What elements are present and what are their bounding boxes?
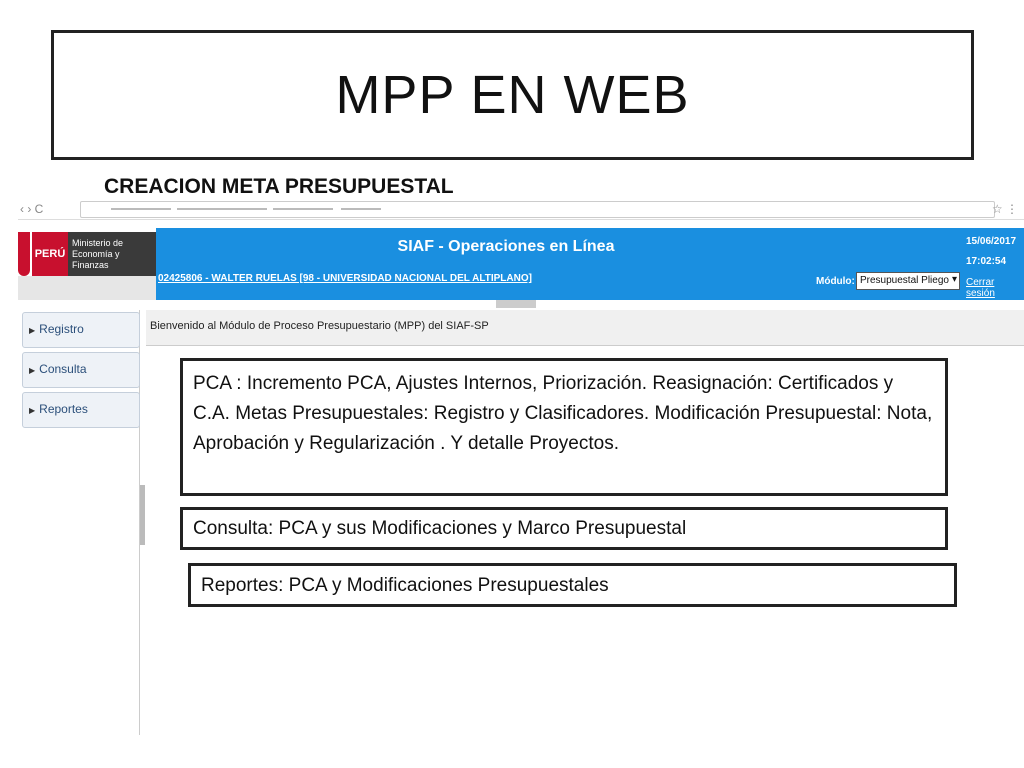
app-title: SIAF - Operaciones en Línea	[397, 238, 615, 255]
sidebar-scrollbar[interactable]	[140, 485, 145, 545]
module-select[interactable]	[856, 272, 960, 290]
callout-reportes: Reportes: PCA y Modificaciones Presupuestales	[188, 563, 957, 607]
header-date: 15/06/2017	[966, 236, 1017, 247]
header-scroll-handle[interactable]	[496, 300, 536, 308]
module-select-value: Presupuestal Pliego	[860, 275, 949, 286]
address-bar[interactable]	[80, 201, 995, 218]
mef-logo	[18, 228, 156, 300]
slide-title: MPP EN WEB	[335, 65, 690, 125]
callout-consulta: Consulta: PCA y sus Modificaciones y Marco Presupuestal	[180, 507, 948, 550]
logo-ministry: Ministerio de Economía y Finanzas	[68, 232, 156, 276]
caret-right-icon: ▶	[29, 406, 36, 415]
bookmark-star-icon[interactable]: ☆ ⋮	[991, 202, 1018, 216]
welcome-message: Bienvenido al Módulo de Proceso Presupuestario (MPP) del SIAF-SP	[146, 310, 1024, 346]
sidebar	[18, 310, 140, 735]
logout-link[interactable]: Cerrar sesión	[966, 277, 995, 299]
sidebar-item-label: Reportes	[39, 402, 88, 416]
browser-toolbar	[18, 200, 1024, 220]
sidebar-item-consulta[interactable]	[22, 352, 140, 388]
peru-shield-icon	[18, 232, 30, 276]
header-banner	[156, 228, 1024, 300]
sidebar-item-reportes[interactable]	[22, 392, 140, 428]
sidebar-item-registro[interactable]	[22, 312, 140, 348]
dropdown-arrow-icon: ▾	[951, 274, 957, 285]
caret-right-icon: ▶	[29, 366, 36, 375]
logo-country: PERÚ	[32, 232, 68, 276]
browser-nav-icons[interactable]: ‹ › C	[20, 202, 44, 216]
user-info-link[interactable]: 02425806 - WALTER RUELAS [98 - UNIVERSIDAD NACIONAL DEL ALTIPLANO]	[158, 273, 532, 284]
module-label: Módulo:	[816, 276, 855, 287]
callout-pca: PCA : Incremento PCA, Ajustes Internos, Priorización. Reasignación: Certificados y C.A. Metas Presupuestales: Registro y Clasificadores. Modificación Presupuestal: Nota, Aprobación y Regularización . Y detalle Proyectos.	[180, 358, 948, 496]
sidebar-item-label: Consulta	[39, 362, 87, 376]
slide-title-box	[51, 30, 974, 160]
caret-right-icon: ▶	[29, 326, 36, 335]
sidebar-item-label: Registro	[39, 322, 84, 336]
app-header	[18, 228, 1024, 300]
logo-underbar	[18, 276, 156, 300]
slide-subtitle: CREACION META PRESUPUESTAL	[104, 175, 454, 198]
header-time: 17:02:54	[966, 256, 1007, 267]
